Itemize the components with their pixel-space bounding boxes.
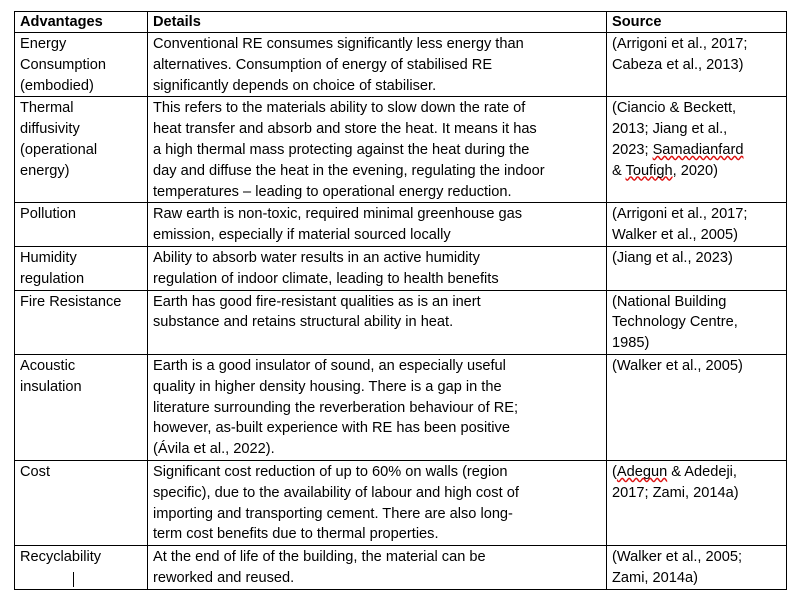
spellcheck-word[interactable]: Toufigh bbox=[625, 162, 673, 179]
table-row bbox=[15, 33, 787, 97]
header-advantages: Advantages bbox=[15, 12, 148, 33]
source-text: & bbox=[612, 162, 622, 179]
details-cell: Earth is a good insulator of sound, an especially useful quality in higher density housing. There is a gap in the literature surrounding the reverberation behaviour of RE; however, as-built experience with RE has been positive (Ávila et al., 2022). bbox=[148, 354, 607, 460]
details-cell: Ability to absorb water results in an active humidity regulation of indoor climate, leading to health benefits bbox=[148, 246, 607, 290]
source-cell bbox=[607, 546, 787, 590]
source-text: & Adedeji, 2017; Zami, 2014a) bbox=[612, 463, 739, 501]
source-cell bbox=[607, 460, 787, 545]
advantage-cell: Cost bbox=[15, 460, 148, 545]
advantage-cell: Fire Resistance bbox=[15, 290, 148, 354]
details-cell: Conventional RE consumes significantly less energy than alternatives. Consumption of energy of stabilised RE significantly depends on choice of stabiliser. bbox=[148, 33, 607, 97]
source-cell bbox=[607, 290, 787, 354]
spellcheck-word[interactable]: Samadianfard bbox=[652, 141, 744, 158]
table-row bbox=[15, 246, 787, 290]
spellcheck-word[interactable]: Adegun bbox=[616, 463, 668, 480]
source-text: , 2020) bbox=[672, 162, 719, 179]
text-cursor bbox=[73, 572, 74, 587]
source-text: (Ciancio & Beckett, 2013; Jiang et al., 2023; bbox=[612, 100, 737, 158]
advantage-cell: Energy Consumption (embodied) bbox=[15, 33, 148, 97]
advantage-cell: Pollution bbox=[15, 203, 148, 247]
source-text: (Walker et al., 2005) bbox=[612, 357, 743, 374]
details-cell: Raw earth is non-toxic, required minimal greenhouse gas emission, especially if material sourced locally bbox=[148, 203, 607, 247]
details-cell: Earth has good fire-resistant qualities as is an inert substance and retains structural ability in heat. bbox=[148, 290, 607, 354]
source-text: (Arrigoni et al., 2017; Cabeza et al., 2013) bbox=[612, 36, 748, 73]
details-cell: Significant cost reduction of up to 60% on walls (region specific), due to the availability of labour and high cost of importing and transporting cement. There are also long- term cost benefits due to thermal properties. bbox=[148, 460, 607, 545]
details-cell: This refers to the materials ability to slow down the rate of heat transfer and absorb and store the heat. It means it has a high thermal mass protecting against the heat during the day and diffuse the heat in the evening, regulating the indoor temperatures – leading to operational energy reduction. bbox=[148, 97, 607, 203]
advantages-table bbox=[14, 11, 787, 590]
source-text: (Arrigoni et al., 2017; Walker et al., 2005) bbox=[612, 206, 748, 244]
source-text: (Jiang et al., 2023) bbox=[612, 249, 733, 266]
source-cell bbox=[607, 203, 787, 247]
table-row bbox=[15, 290, 787, 354]
details-cell: At the end of life of the building, the material can be reworked and reused. bbox=[148, 546, 607, 590]
advantage-cell: Acoustic insulation bbox=[15, 354, 148, 460]
table-row bbox=[15, 97, 787, 203]
source-cell bbox=[607, 354, 787, 460]
table-row bbox=[15, 203, 787, 247]
header-row bbox=[15, 12, 787, 33]
source-cell bbox=[607, 246, 787, 290]
advantage-cell: Thermal diffusivity (operational energy) bbox=[15, 97, 148, 203]
advantage-cell: Recyclability bbox=[15, 546, 148, 590]
header-details: Details bbox=[148, 12, 607, 33]
table-row bbox=[15, 546, 787, 590]
source-text: ( bbox=[612, 463, 617, 480]
source-cell bbox=[607, 97, 787, 203]
advantage-cell: Humidity regulation bbox=[15, 246, 148, 290]
source-text: (National Building Technology Centre, 1985) bbox=[612, 293, 738, 352]
table-row bbox=[15, 354, 787, 460]
source-text: (Walker et al., 2005; Zami, 2014a) bbox=[612, 549, 743, 586]
table-row bbox=[15, 460, 787, 545]
header-source: Source bbox=[607, 12, 787, 33]
source-cell bbox=[607, 33, 787, 97]
